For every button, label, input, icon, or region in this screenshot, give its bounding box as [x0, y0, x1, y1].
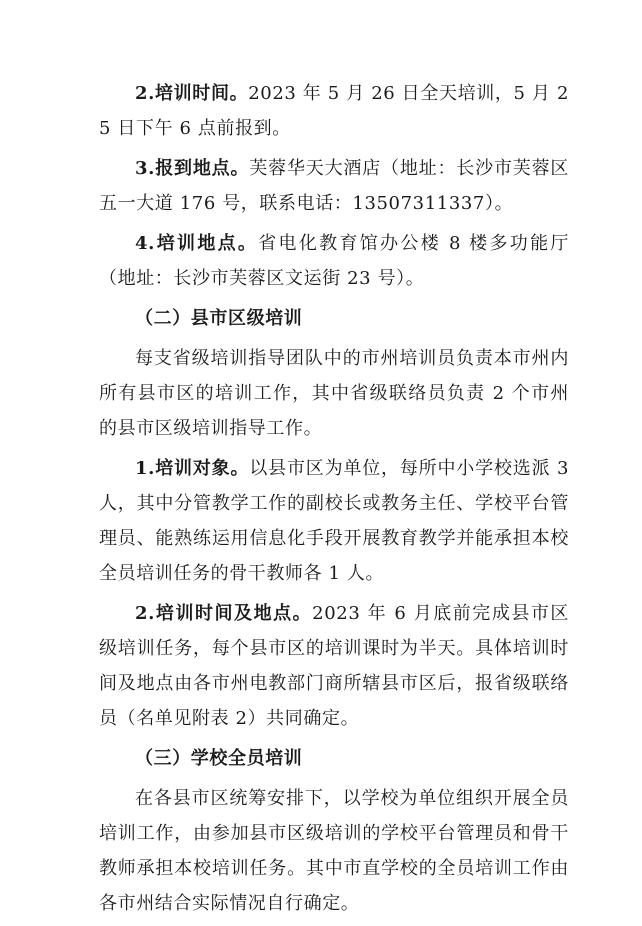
paragraph-lead: 3.报到地点。 — [135, 158, 250, 179]
section-heading-school-training: （三）学校全员培训 — [135, 748, 303, 769]
paragraph-lead: 2.培训时间及地点。 — [135, 603, 313, 624]
paragraph-check-in-location — [99, 151, 569, 221]
paragraph-text: 省电化教育馆办公楼 8 楼多功能厅（地址：长沙市芙蓉区文运街 23 号）。 — [99, 233, 569, 289]
paragraph-training-targets — [99, 451, 569, 591]
paragraph-lead: 4.培训地点。 — [135, 233, 259, 254]
paragraph-text: 芙蓉华天大酒店（地址：长沙市芙蓉区五一大道 176 号，联系电话：13507311337）。 — [99, 158, 569, 214]
document-body — [99, 76, 569, 926]
paragraph-school-training — [99, 781, 569, 921]
paragraph-lead: 2.培训时间。 — [135, 83, 249, 104]
paragraph-text: 以县市区为单位，每所中小学校选派 3 人，其中分管教学工作的副校长或教务主任、学校平台管理员、能熟练运用信息化手段开展教育教学并能承担本校全员培训任务的骨干教师各 1 人。 — [99, 458, 569, 584]
paragraph-training-location — [99, 226, 569, 296]
paragraph-county-intro — [99, 341, 569, 446]
paragraph-lead: 1.培训对象。 — [135, 458, 250, 479]
paragraph-text: 2023 年 6 月底前完成县市区级培训任务，每个县市区的培训课时为半天。具体培训时间及地点由各市州电教部门商所辖县市区后，报省级联络员（名单见附表 2）共同确定。 — [99, 603, 569, 729]
paragraph-text: 每支省级培训指导团队中的市州培训员负责本市州内所有县市区的培训工作，其中省级联络员负责 2 个市州的县市区级培训指导工作。 — [99, 348, 569, 439]
paragraph-training-time — [99, 76, 569, 146]
paragraph-county-time-location — [99, 596, 569, 736]
section-heading-county-training: （二）县市区级培训 — [135, 308, 303, 329]
paragraph-text: 在各县市区统筹安排下，以学校为单位组织开展全员培训工作，由参加县市区级培训的学校平台管理员和骨干教师承担本校培训任务。其中市直学校的全员培训工作由各市州结合实际情况自行确定。 — [99, 788, 569, 914]
paragraph-text: 2023 年 5 月 26 日全天培训，5 月 25 日下午 6 点前报到。 — [99, 83, 569, 139]
